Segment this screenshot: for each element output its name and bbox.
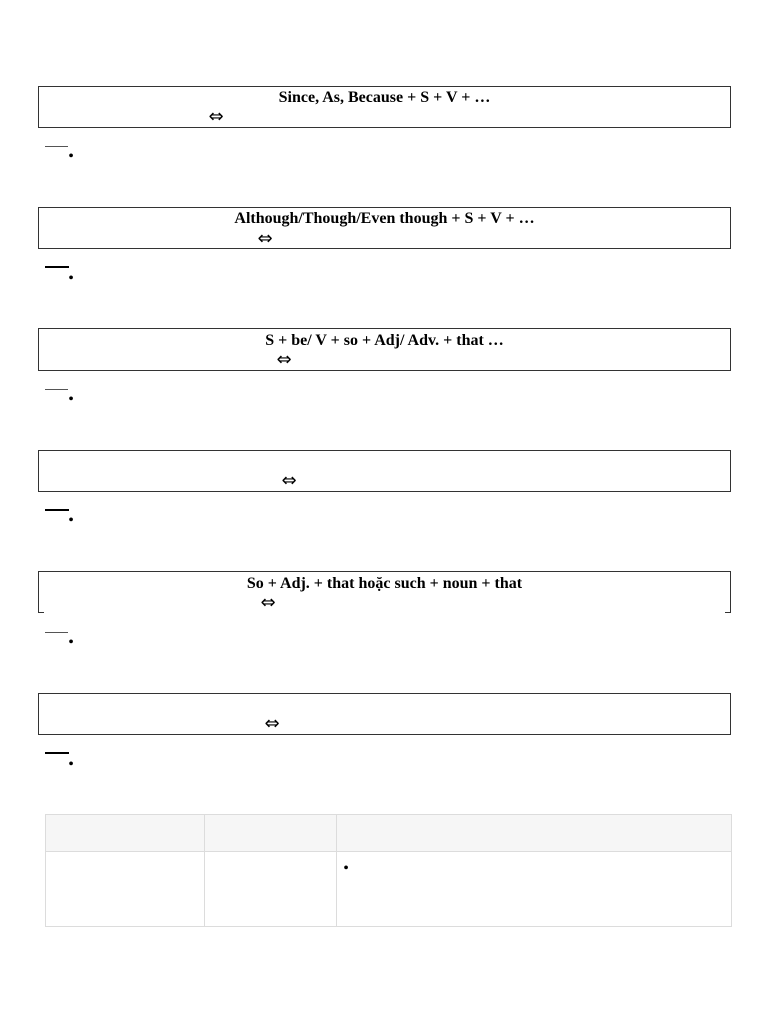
table-cell <box>337 852 732 927</box>
structure-box-empty <box>38 693 731 735</box>
short-rule <box>45 509 69 511</box>
list-bullet: • <box>68 270 74 287</box>
structure-box-so-that <box>38 328 731 371</box>
list-bullet: • <box>68 756 74 773</box>
table-row <box>46 852 732 927</box>
reference-table <box>45 814 732 927</box>
short-rule <box>45 632 68 633</box>
equivalence-icon: ⇔ <box>260 592 276 613</box>
equivalence-icon: ⇔ <box>276 349 292 370</box>
structure-title: So + Adj. + that hoặc such + noun + that <box>246 575 523 592</box>
list-bullet: • <box>68 148 74 165</box>
structure-box-so-such <box>38 571 731 613</box>
structure-title: S + be/ V + so + Adj/ Adv. + that … <box>265 332 504 349</box>
short-rule <box>45 752 69 754</box>
equivalence-icon: ⇔ <box>281 470 297 491</box>
list-bullet: • <box>343 860 349 877</box>
short-rule <box>45 146 68 147</box>
equivalence-icon: ⇔ <box>257 228 273 249</box>
equivalence-icon: ⇔ <box>208 106 224 127</box>
list-bullet: • <box>68 512 74 529</box>
table-cell <box>205 852 337 927</box>
table-header-cell <box>205 815 337 852</box>
list-bullet: • <box>68 634 74 651</box>
table-header-row <box>46 815 732 852</box>
structure-box-although <box>38 207 731 249</box>
structure-title: Since, As, Because + S + V + … <box>278 89 491 106</box>
table-cell <box>46 852 205 927</box>
table-header-cell <box>337 815 732 852</box>
short-rule <box>45 389 68 390</box>
equivalence-icon: ⇔ <box>264 713 280 734</box>
table-header-cell <box>46 815 205 852</box>
short-rule <box>45 266 69 268</box>
list-bullet: • <box>68 391 74 408</box>
structure-box-since-as-because <box>38 86 731 128</box>
structure-box-empty <box>38 450 731 492</box>
structure-title: Although/Though/Even though + S + V + … <box>234 210 535 227</box>
